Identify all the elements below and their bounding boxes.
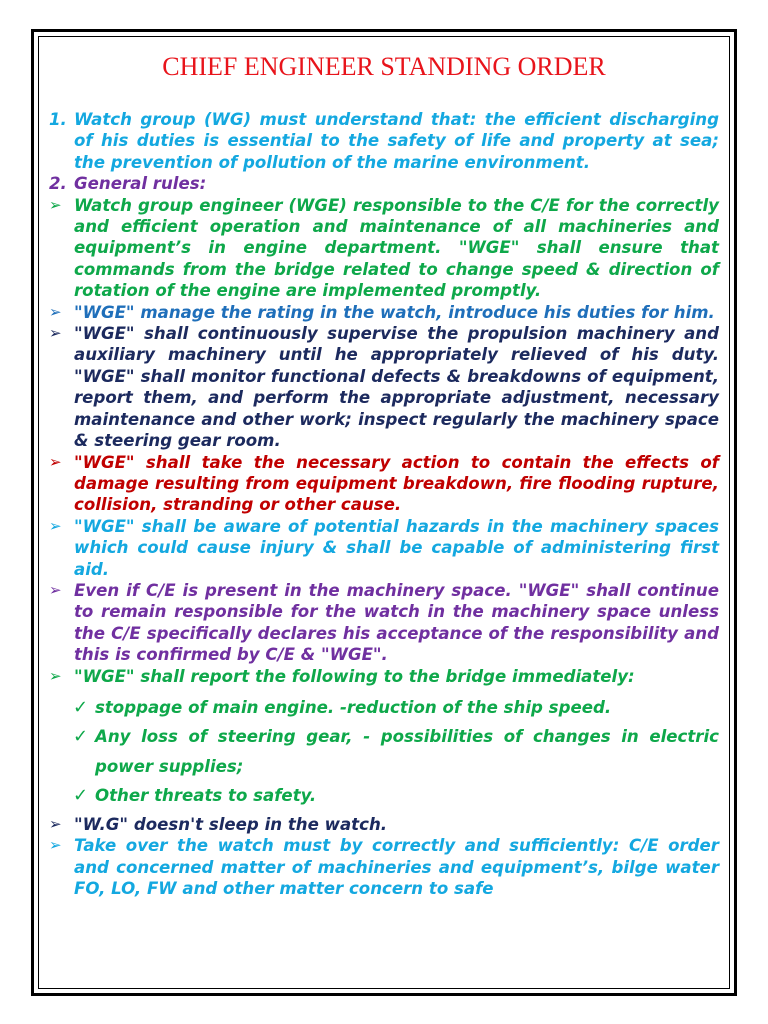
list-item-text: Watch group (WG) must understand that: the efficient discharging of his duties is essential to the safety of life and property at sea; the prevention of pollution of the marine environment. (74, 110, 719, 172)
checklist-item-text: Other threats to safety. (95, 786, 317, 806)
list-item-text: "W.G" doesn't sleep in the watch. (74, 814, 388, 834)
checkmark-icon: ✓ (73, 696, 89, 718)
list-item-text: Watch group engineer (WGE) responsible to the C/E for the correctly and efficient operation and maintenance of all machineries and equipment’s in engine department. "WGE" shall ensure that commands from the bridge related to change speed & direction of rotation of the engine are implemented promptly. (74, 195, 719, 301)
list-item (49, 323, 719, 451)
checklist-item-text: stoppage of main engine. -reduction of the ship speed. (95, 697, 612, 717)
list-item (49, 580, 719, 666)
list-item (49, 452, 719, 516)
checklist-item-text: Any loss of steering gear, - possibilities of changes in electric power supplies; (95, 727, 719, 776)
bullet-marker: ➢ (49, 580, 62, 599)
checklist-item (49, 693, 719, 723)
list-item (49, 814, 719, 835)
list-item-text: "WGE" shall continuously supervise the propulsion machinery and auxiliary machinery until he appropriately relieved of his duty. "WGE" shall monitor functional defects & breakdowns of equipment, report them, and perform the appropriate adjustment, necessary maintenance and other work; inspect regularly the machinery space & steering gear room. (74, 324, 719, 451)
checkmark-icon: ✓ (73, 726, 89, 748)
order-list-continued (49, 814, 719, 900)
list-item (49, 173, 719, 194)
bullet-marker: ➢ (49, 666, 62, 685)
bullet-marker: ➢ (49, 836, 62, 855)
bullet-marker: 1. (49, 110, 67, 129)
bullet-marker: 2. (49, 174, 67, 194)
report-sublist (49, 693, 719, 811)
list-item (49, 666, 719, 687)
page-inner-border (38, 36, 730, 989)
bullet-marker: ➢ (49, 452, 62, 471)
list-item-text: Even if C/E is present in the machinery space. "WGE" shall continue to remain responsible for the watch in the machinery space unless the C/E specifically declares his acceptance of the responsibility and this is confirmed by C/E & "WGE". (74, 580, 719, 665)
page-border (31, 29, 737, 996)
list-item-text: "WGE" shall take the necessary action to contain the effects of damage resulting from equipment breakdown, fire flooding rupture, collision, stranding or other cause. (74, 452, 719, 515)
list-item (49, 109, 719, 173)
list-item-text: Take over the watch must by correctly and sufficiently: C/E order and concerned matter of machineries and equipment’s, bilge water FO, LO, FW and other matter concern to safe (74, 836, 719, 899)
page-title: CHIEF ENGINEER STANDING ORDER (162, 52, 606, 81)
bullet-marker: ➢ (49, 195, 62, 214)
bullet-marker: ➢ (49, 516, 62, 535)
checklist-item (49, 781, 719, 811)
document-body (49, 109, 719, 900)
order-list (49, 109, 719, 687)
bullet-marker: ➢ (49, 302, 62, 321)
bullet-marker: ➢ (49, 324, 62, 343)
list-item-text: General rules: (74, 174, 207, 194)
bullet-marker: ➢ (49, 814, 62, 833)
list-item (49, 835, 719, 899)
checklist-item (49, 722, 719, 781)
list-item-text: "WGE" shall report the following to the bridge immediately: (74, 666, 635, 686)
list-item (49, 302, 719, 323)
list-item (49, 516, 719, 580)
list-item-text: "WGE" manage the rating in the watch, introduce his duties for him. (74, 302, 715, 322)
list-item (49, 195, 719, 302)
checkmark-icon: ✓ (73, 785, 89, 807)
list-item-text: "WGE" shall be aware of potential hazards in the machinery spaces which could cause injury & shall be capable of administering first aid. (74, 516, 719, 579)
